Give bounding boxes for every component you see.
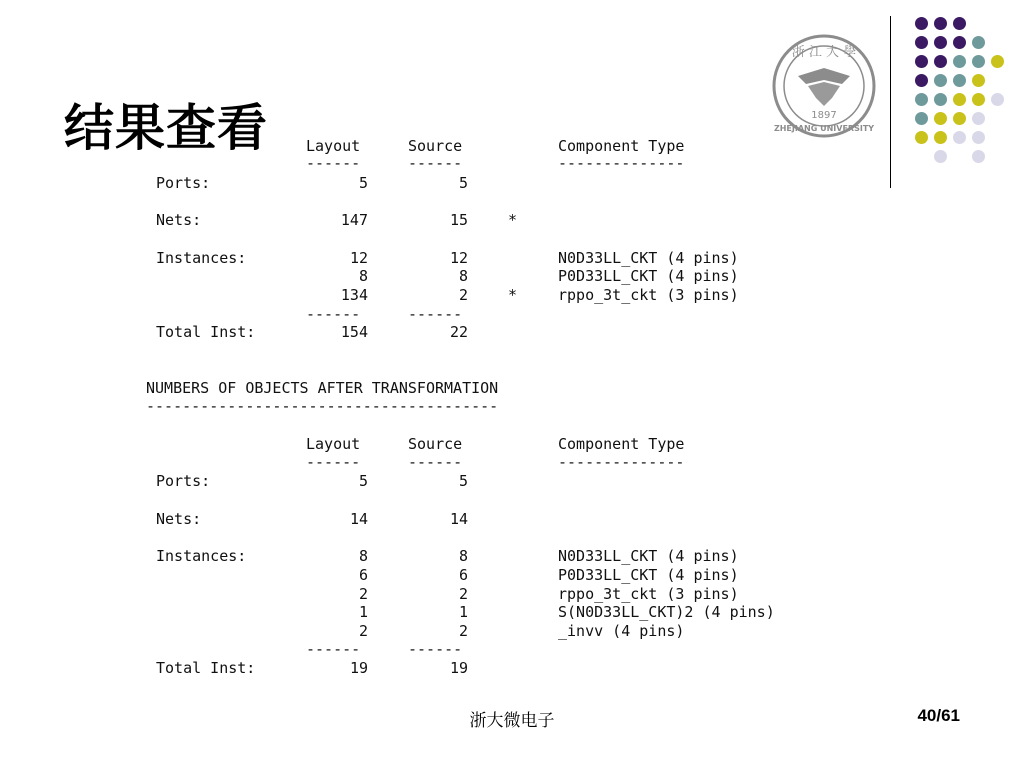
page-number: 40/61 xyxy=(917,706,960,725)
table2-underline-layout: ------ xyxy=(306,453,361,471)
logo-text-year: 1897 xyxy=(811,110,837,121)
table2-total-layout: 19 xyxy=(349,659,368,677)
table2-row-component: P0D33LL_CKT (4 pins) xyxy=(558,566,739,584)
table2-row-source: 2 xyxy=(458,622,468,640)
table1-row-source: 15 xyxy=(449,211,468,229)
table1-total-underline-source: ------ xyxy=(408,305,463,323)
table2-row-component: S(N0D33LL_CKT)2 (4 pins) xyxy=(558,603,775,621)
table1-total-label: Total Inst: xyxy=(156,323,256,341)
table1-row-component: P0D33LL_CKT (4 pins) xyxy=(558,267,739,285)
table2-row-component: rppo_3t_ckt (3 pins) xyxy=(558,585,739,603)
table2-header-component-type: Component Type xyxy=(558,435,685,453)
logo-text-top: 浙 江 大 學 xyxy=(791,45,857,60)
table1-row-source: 5 xyxy=(458,174,468,192)
table1-header-source: Source xyxy=(408,137,463,155)
footer-text: 浙大微电子 xyxy=(469,711,555,731)
table1-row-source: 8 xyxy=(458,267,468,285)
table2-row-label: Nets: xyxy=(156,510,202,528)
table1-underline-component: -------------- xyxy=(558,154,685,172)
section-heading-underline: --------------------------------------- xyxy=(146,397,499,415)
table2-underline-source: ------ xyxy=(408,453,463,471)
table1-total-source: 22 xyxy=(449,323,468,341)
slide-title: 结果查看 xyxy=(64,99,268,157)
table2-row-component: N0D33LL_CKT (4 pins) xyxy=(558,547,739,565)
table2-row-layout: 5 xyxy=(358,472,368,490)
table1-row-label: Ports: xyxy=(156,174,211,192)
table1-underline-layout: ------ xyxy=(306,154,361,172)
table2-row-source: 6 xyxy=(458,566,468,584)
table1-row-source: 12 xyxy=(449,249,468,267)
table2-row-layout: 14 xyxy=(349,510,368,528)
table2-row-layout: 8 xyxy=(358,547,368,565)
table2-underline-component: -------------- xyxy=(558,453,685,471)
table1-row-component: N0D33LL_CKT (4 pins) xyxy=(558,249,739,267)
table2-row-component: _invv (4 pins) xyxy=(558,622,685,640)
table2-total-source: 19 xyxy=(449,659,468,677)
table2-row-layout: 1 xyxy=(358,603,368,621)
table1-total-underline-layout: ------ xyxy=(306,305,361,323)
table1-underline-source: ------ xyxy=(408,154,463,172)
table2-header-source: Source xyxy=(408,435,463,453)
table2-total-underline-layout: ------ xyxy=(306,640,361,658)
table1-row-source: 2 xyxy=(458,286,468,304)
table1-row-mismatch-mark: * xyxy=(508,286,518,304)
table2-row-source: 8 xyxy=(458,547,468,565)
table2-row-source: 14 xyxy=(449,510,468,528)
table1-row-mismatch-mark: * xyxy=(508,211,518,229)
table1-header-layout: Layout xyxy=(306,137,361,155)
table1-row-layout: 5 xyxy=(358,174,368,192)
table1-row-label: Nets: xyxy=(156,211,202,229)
table1-total-layout: 154 xyxy=(340,323,368,341)
table1-row-layout: 147 xyxy=(340,211,368,229)
table2-row-layout: 6 xyxy=(358,566,368,584)
table1-row-label: Instances: xyxy=(156,249,247,267)
table2-total-underline-source: ------ xyxy=(408,640,463,658)
table2-row-layout: 2 xyxy=(358,622,368,640)
table1-header-component-type: Component Type xyxy=(558,137,685,155)
table1-row-layout: 134 xyxy=(340,286,368,304)
logo-text-bottom: ZHEJIANG UNIVERSITY xyxy=(773,124,875,133)
table1-row-layout: 12 xyxy=(349,249,368,267)
table1-row-layout: 8 xyxy=(358,267,368,285)
table2-row-source: 5 xyxy=(458,472,468,490)
table2-row-layout: 2 xyxy=(358,585,368,603)
table1-row-component: rppo_3t_ckt (3 pins) xyxy=(558,286,739,304)
section-heading: NUMBERS OF OBJECTS AFTER TRANSFORMATION xyxy=(146,379,499,397)
table2-row-label: Ports: xyxy=(156,472,211,490)
table2-total-label: Total Inst: xyxy=(156,659,256,677)
table2-row-label: Instances: xyxy=(156,547,247,565)
table2-row-source: 2 xyxy=(458,585,468,603)
table2-header-layout: Layout xyxy=(306,435,361,453)
table2-row-source: 1 xyxy=(458,603,468,621)
